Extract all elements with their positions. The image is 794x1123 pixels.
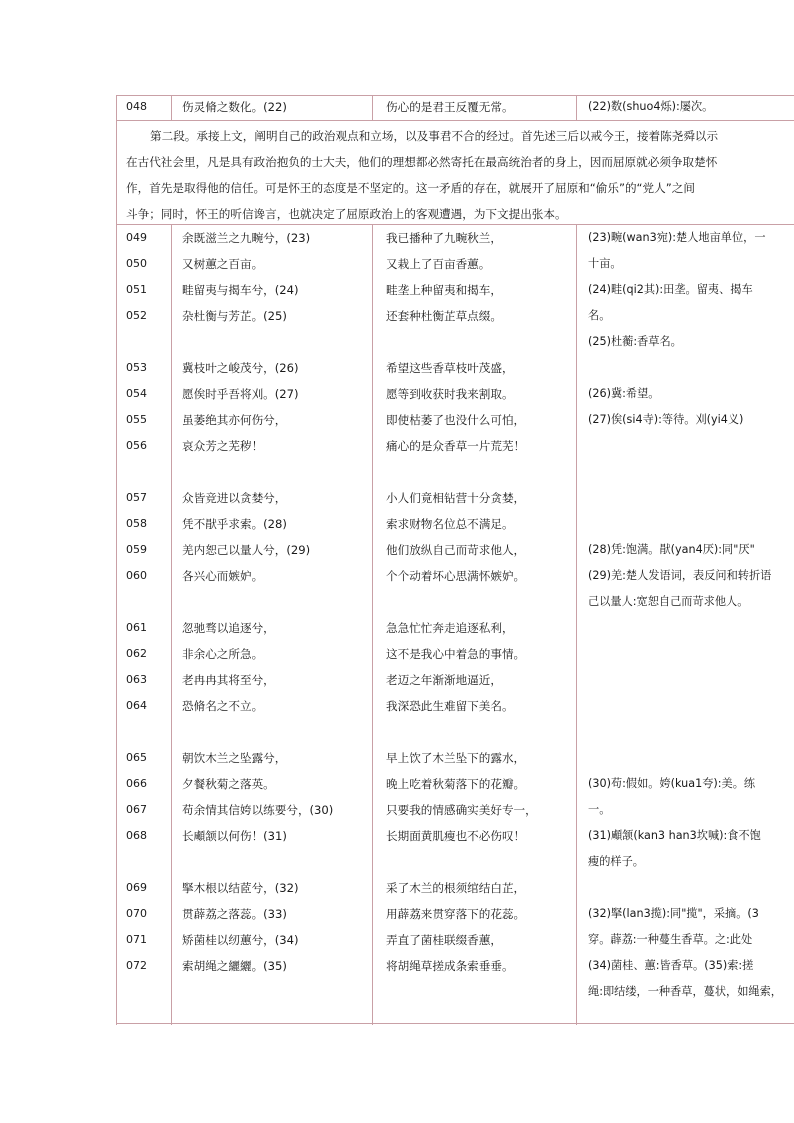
- line-number: 064: [126, 699, 147, 712]
- line-number: 063: [126, 673, 147, 686]
- table-row: [116, 953, 794, 979]
- table-row: [116, 537, 794, 563]
- note-text: (34)菌桂、蕙:皆香草。(35)索:搓: [588, 959, 754, 972]
- original-text: 畦留夷与揭车兮，(24): [182, 283, 299, 297]
- table-row: [116, 745, 794, 771]
- original-text: 掔木根以结茝兮，(32): [182, 881, 299, 895]
- translation-text: 这不是我心中着急的事情。: [386, 647, 526, 661]
- original-text: 众皆竞进以贪婪兮，: [182, 491, 287, 505]
- table-row: [116, 641, 794, 667]
- original-text: 又树蕙之百亩。: [182, 257, 264, 271]
- original-text: [182, 849, 372, 875]
- original-text: [182, 719, 372, 745]
- translation-text: 老迈之年渐渐地逼近，: [386, 673, 502, 687]
- translation-text: 将胡绳草搓成条索垂垂。: [386, 959, 514, 973]
- line-number: 068: [126, 829, 147, 842]
- column-divider-original: [372, 225, 373, 1025]
- table-row: [116, 589, 794, 615]
- note-text: [588, 355, 794, 381]
- table-row: [116, 797, 794, 823]
- original-text: 哀众芳之芜秽！: [182, 439, 264, 453]
- note-text: [588, 667, 794, 693]
- line-number: [126, 459, 172, 485]
- line-number: 070: [126, 907, 147, 920]
- line-number: 065: [126, 751, 147, 764]
- note-text: 一。: [588, 803, 611, 816]
- translation-text: 弄直了菌桂联缀香蕙，: [386, 933, 502, 947]
- note-text: [588, 615, 794, 641]
- table-row: [116, 459, 794, 485]
- original-text: 老冉冉其将至兮，: [182, 673, 275, 687]
- translation-text: 希望这些香草枝叶茂盛，: [386, 361, 514, 375]
- original-text: [182, 459, 372, 485]
- table-row: [116, 96, 794, 120]
- line-number: 059: [126, 543, 147, 556]
- note-text: (25)杜蘅:香草名。: [588, 335, 682, 348]
- translation-text: 畦垄上种留夷和揭车，: [386, 283, 502, 297]
- note-text: 瘦的样子。: [588, 855, 644, 868]
- column-divider-number: [171, 225, 172, 1025]
- table-row: [116, 823, 794, 849]
- note-text: (23)畹(wan3宛):楚人地亩单位，一: [588, 231, 766, 244]
- original-text: 杂杜衡与芳芷。(25): [182, 309, 287, 323]
- commentary-line: 作，首先是取得他的信任。可是怀王的态度是不坚定的。这一矛盾的存在，就展开了屈原和“偷乐”的“党人”之间: [126, 181, 695, 195]
- verse-rows: [116, 225, 794, 1005]
- original-text: 各兴心而嫉妒。: [182, 569, 264, 583]
- table-row: [116, 355, 794, 381]
- table-row: [116, 927, 794, 953]
- translation-text: [386, 849, 576, 875]
- line-number: 051: [126, 283, 147, 296]
- note-text: (24)畦(qi2其):田垄。留夷、揭车: [588, 283, 753, 296]
- translation-text: 我已播种了九畹秋兰，: [386, 231, 502, 245]
- note-text: [588, 719, 794, 745]
- table-row: [116, 277, 794, 303]
- translation-text: 痛心的是众香草一片荒芜！: [386, 439, 526, 453]
- translation-text: 早上饮了木兰坠下的露水，: [386, 751, 526, 765]
- commentary-line: 第二段。承接上文，阐明自己的政治观点和立场，以及事君不合的经过。首先述三后以戒今王，接着陈尧舜以示: [150, 129, 719, 143]
- commentary-line: 在古代社会里，凡是具有政治抱负的士大夫，他们的理想都必然寄托在最高统治者的身上，因而屈原就必须争取楚怀: [126, 155, 718, 169]
- line-number: 061: [126, 621, 147, 634]
- line-number: 054: [126, 387, 147, 400]
- note-text: 名。: [588, 309, 611, 322]
- translation-text: 他们放纵自己而苛求他人，: [386, 543, 526, 557]
- table-row: [116, 719, 794, 745]
- original-text: 夕餐秋菊之落英。: [182, 777, 275, 791]
- translation-text: [386, 719, 576, 745]
- note-text: [588, 433, 794, 459]
- translation-text: 长期面黄肌瘦也不必伤叹！: [386, 829, 526, 843]
- original-text: 矫菌桂以纫蕙兮，(34): [182, 933, 299, 947]
- line-number: 072: [126, 959, 147, 972]
- original-text: 余既滋兰之九畹兮，(23): [182, 231, 311, 245]
- translation-text: 只要我的情感确实美好专一，: [386, 803, 537, 817]
- translation-text: 急急忙忙奔走追逐私利，: [386, 621, 514, 635]
- original-text: 苟余情其信姱以练要兮，(30): [182, 803, 334, 817]
- line-number: 056: [126, 439, 147, 452]
- table-row: [116, 381, 794, 407]
- note-text: (22)数(shuo4烁):屡次。: [588, 100, 714, 113]
- original-text: 索胡绳之纚纚。(35): [182, 959, 287, 973]
- line-number: [126, 849, 172, 875]
- line-number: 050: [126, 257, 147, 270]
- table-row: [116, 511, 794, 537]
- translation-text: 又栽上了百亩香蕙。: [386, 257, 491, 271]
- note-text: (27)俟(si4寺):等待。刈(yi4义): [588, 413, 744, 426]
- original-text: 凭不猒乎求索。(28): [182, 517, 287, 531]
- section-commentary: [116, 120, 794, 225]
- note-text: [588, 745, 794, 771]
- note-text: (30)苟:假如。姱(kua1夸):美。练: [588, 777, 756, 790]
- original-text: 伤灵脩之数化。(22): [182, 100, 287, 114]
- line-number: 048: [126, 100, 147, 113]
- translation-text: 愿等到收获时我来割取。: [386, 387, 514, 401]
- original-text: [182, 979, 372, 1005]
- original-text: 虽萎绝其亦何伤兮，: [182, 413, 287, 427]
- translation-text: 伤心的是君王反覆无常。: [386, 100, 514, 114]
- line-number: 053: [126, 361, 147, 374]
- translation-text: 索求财物名位总不满足。: [386, 517, 514, 531]
- line-number: [126, 719, 172, 745]
- note-text: [588, 875, 794, 901]
- table-row: [116, 485, 794, 511]
- original-text: [182, 589, 372, 615]
- note-text: (32)掔(lan3揽):同"揽"，采摘。(3: [588, 907, 759, 920]
- original-text: 羌内恕己以量人兮，(29): [182, 543, 311, 557]
- note-text: 十亩。: [588, 257, 622, 270]
- note-text: [588, 459, 794, 485]
- translation-text: 还套种杜衡芷草点缀。: [386, 309, 502, 323]
- translation-text: 晚上吃着秋菊落下的花瓣。: [386, 777, 526, 791]
- line-number: 069: [126, 881, 147, 894]
- translation-text: [386, 979, 576, 1005]
- table-row: [116, 849, 794, 875]
- translation-text: [386, 329, 576, 355]
- line-number: 066: [126, 777, 147, 790]
- table-row: [116, 407, 794, 433]
- line-number: 058: [126, 517, 147, 530]
- table-row: [116, 875, 794, 901]
- line-number: 049: [126, 231, 147, 244]
- translation-text: 个个动着坏心思满怀嫉妒。: [386, 569, 526, 583]
- table-row: [116, 901, 794, 927]
- table-row: [116, 979, 794, 1005]
- table-row: [116, 329, 794, 355]
- original-text: 非余心之所急。: [182, 647, 264, 661]
- commentary-line: 斗争；同时，怀王的听信谗言，也就决定了屈原政治上的客观遭遇，为下文提出张本。: [126, 207, 567, 221]
- original-text: 愿俟时乎吾将刈。(27): [182, 387, 299, 401]
- note-text: 穿。薜荔:一种蔓生香草。之:此处: [588, 933, 753, 946]
- original-text: 长顑颔以何伤！(31): [182, 829, 287, 843]
- note-text: [588, 641, 794, 667]
- original-text: [182, 329, 372, 355]
- table-row: [116, 225, 794, 251]
- table-row: [116, 667, 794, 693]
- annotation-table: [116, 95, 794, 1024]
- table-row: [116, 563, 794, 589]
- table-row: [116, 771, 794, 797]
- line-number: 055: [126, 413, 147, 426]
- table-row: [116, 615, 794, 641]
- line-number: 060: [126, 569, 147, 582]
- translation-text: 小人们竟相钻营十分贪婪，: [386, 491, 526, 505]
- translation-text: 用薜荔来贯穿落下的花蕊。: [386, 907, 526, 921]
- table-row: [116, 433, 794, 459]
- table-row: [116, 303, 794, 329]
- note-text: (29)羌:楚人发语词，表反问和转折语: [588, 569, 772, 582]
- translation-text: [386, 459, 576, 485]
- note-text: [588, 511, 794, 537]
- note-text: [588, 485, 794, 511]
- translation-text: [386, 589, 576, 615]
- line-number: 062: [126, 647, 147, 660]
- original-text: 贯薜荔之落蕊。(33): [182, 907, 287, 921]
- table-row: [116, 693, 794, 719]
- note-text: (26)冀:希望。: [588, 387, 660, 400]
- table-row: [116, 251, 794, 277]
- line-number: [126, 589, 172, 615]
- note-text: 己以量人:宽恕自己而苛求他人。: [588, 595, 749, 608]
- translation-text: 我深恐此生难留下美名。: [386, 699, 514, 713]
- original-text: 忽驰骛以追逐兮，: [182, 621, 275, 635]
- line-number: 067: [126, 803, 147, 816]
- original-text: 朝饮木兰之坠露兮，: [182, 751, 287, 765]
- note-text: (28)凭:饱满。猒(yan4厌):同"厌": [588, 543, 755, 556]
- note-text: (31)顑颔(kan3 han3坎喊):食不饱: [588, 829, 761, 842]
- note-text: [588, 693, 794, 719]
- line-number: [126, 979, 172, 1005]
- line-number: 052: [126, 309, 147, 322]
- original-text: 恐脩名之不立。: [182, 699, 264, 713]
- line-number: [126, 329, 172, 355]
- original-text: 冀枝叶之峻茂兮，(26): [182, 361, 299, 375]
- column-divider-translation: [576, 225, 577, 1025]
- line-number: 071: [126, 933, 147, 946]
- note-text: 绳:即结缕，一种香草，蔓状，如绳索，: [588, 985, 782, 998]
- translation-text: 即使枯萎了也没什么可怕，: [386, 413, 526, 427]
- translation-text: 采了木兰的根须绾结白芷，: [386, 881, 526, 895]
- line-number: 057: [126, 491, 147, 504]
